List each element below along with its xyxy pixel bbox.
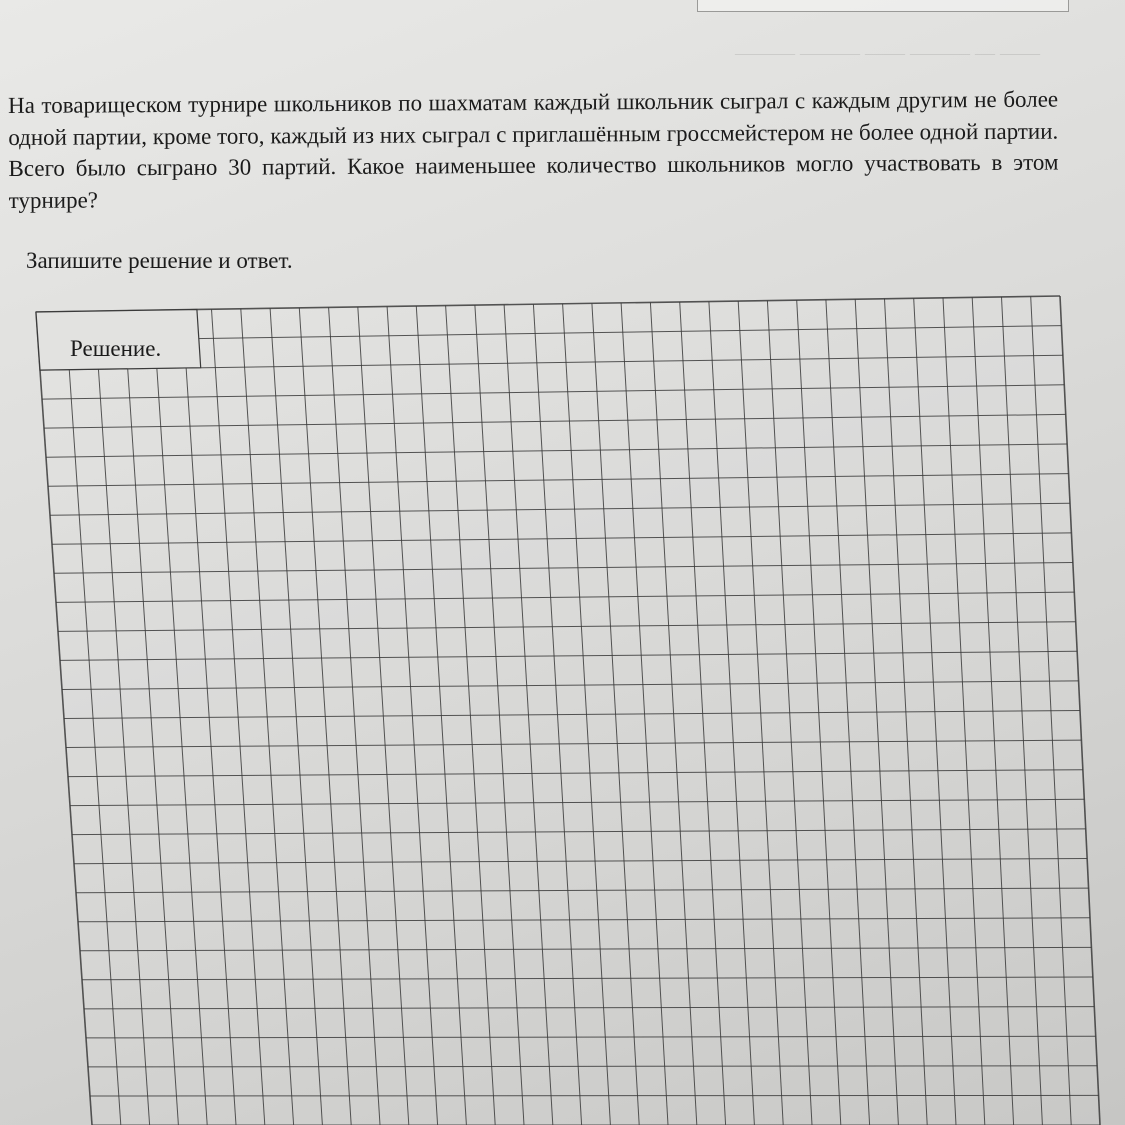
bleed-through-text: —— — ——— —— ——— ——— (735, 42, 1040, 64)
problem-statement: На товарищеском турнире школьников по шахматам каждый школьник сыграл с каждым другим не более одной партии, кроме того, каждый из них сыграл с приглашённым гроссмейстером не более одной партии. Всего было сыграно 30 партий. Какое наименьшее количество школьников могло участвовать в этом турнире? (8, 86, 1059, 213)
grid-area (36, 296, 1100, 1125)
instruction-text: Запишите решение и ответ. (26, 248, 293, 273)
solution-label: Решение. (70, 336, 162, 361)
grid-horizontal-line (90, 1095, 1099, 1096)
